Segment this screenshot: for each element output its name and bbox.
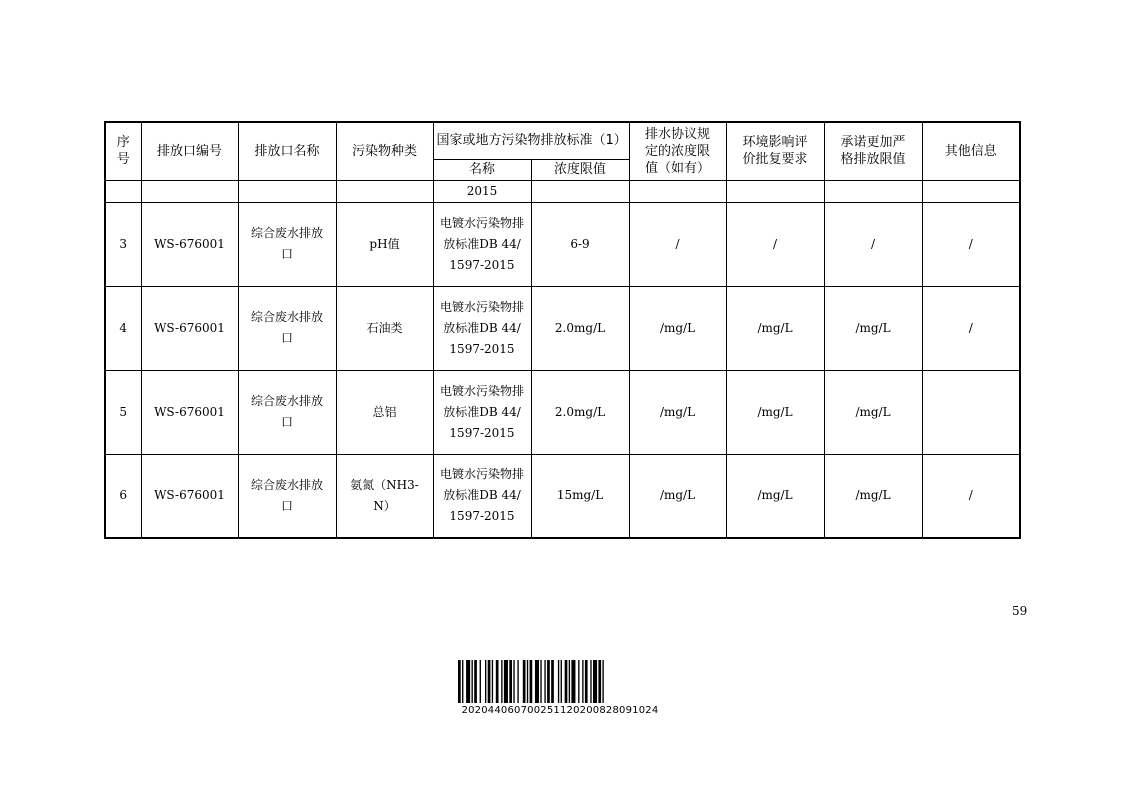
- row-stricter: /: [824, 202, 922, 286]
- header-eia-requirement: 环境影响评价批复要求: [726, 122, 824, 180]
- row-agreement: /mg/L: [629, 370, 726, 454]
- row-agreement: /: [629, 202, 726, 286]
- header-outlet-code: 排放口编号: [141, 122, 238, 180]
- header-row-1: [105, 122, 1020, 159]
- header-outlet-name: 排放口名称: [238, 122, 336, 180]
- barcode-bar: [517, 660, 518, 703]
- barcode-bar: [466, 660, 470, 703]
- row-standard: 电镀水污染物排放标准DB 44/1597-2015: [433, 286, 531, 370]
- barcode-bar: [602, 660, 603, 703]
- barcode-bar: [458, 660, 461, 703]
- row-eia: /: [726, 202, 824, 286]
- row-other: /: [922, 202, 1020, 286]
- row-limit: 2.0mg/L: [531, 370, 629, 454]
- barcode-bar: [509, 660, 512, 703]
- barcode-number: 20204406070025112020082809​1024: [461, 705, 659, 716]
- barcode-bar: [535, 660, 539, 703]
- row-pollutant: pH值: [336, 202, 433, 286]
- barcode-bar: [480, 660, 481, 703]
- barcode-bar: [582, 660, 583, 703]
- row-outlet-code: WS-676001: [141, 286, 238, 370]
- header-pollutant: 污染物种类: [336, 122, 433, 180]
- barcode-bar: [492, 660, 493, 703]
- row-seq: 5: [105, 370, 141, 454]
- row-seq: 6: [105, 454, 141, 538]
- barcode-bar: [485, 660, 486, 703]
- header-agreement-limit: 排水协议规定的浓度限值（如有）: [629, 122, 726, 180]
- barcode-bar: [569, 660, 570, 703]
- row-eia: /mg/L: [726, 454, 824, 538]
- barcode-bar: [544, 660, 545, 703]
- barcode-bar: [571, 660, 575, 703]
- row-other: [922, 370, 1020, 454]
- barcode-bar: [474, 660, 477, 703]
- header-stricter-limit: 承诺更加严格排放限值: [824, 122, 922, 180]
- barcode-bar: [561, 660, 562, 703]
- barcode-bar: [578, 660, 579, 703]
- header-concentration-limit: 浓度限值: [531, 159, 629, 180]
- row-standard: 电镀水污染物排放标准DB 44/1597-2015: [433, 370, 531, 454]
- row-stricter: /mg/L: [824, 454, 922, 538]
- row-pollutant: 石油类: [336, 286, 433, 370]
- row-eia: /mg/L: [726, 370, 824, 454]
- row-standard: 电镀水污染物排放标准DB 44/1597-2015: [433, 454, 531, 538]
- barcode-bar: [551, 660, 554, 703]
- row-eia: /mg/L: [726, 286, 824, 370]
- barcode-bar: [527, 660, 528, 703]
- barcode-bar: [598, 660, 601, 703]
- barcode-bar: [504, 660, 508, 703]
- barcode-bar: [462, 660, 463, 703]
- table-row: [105, 370, 1020, 454]
- barcode-bar: [565, 660, 568, 703]
- table-row: [105, 286, 1020, 370]
- barcode-bar: [585, 660, 588, 703]
- row-outlet-name: 综合废水排放口: [238, 286, 336, 370]
- barcode-bar: [488, 660, 491, 703]
- barcode-bar: [540, 660, 541, 703]
- row-limit: 15mg/L: [531, 454, 629, 538]
- header-standard-name: 名称: [433, 159, 531, 180]
- row-agreement: /mg/L: [629, 286, 726, 370]
- page-number: 59: [1012, 604, 1028, 618]
- row-outlet-code: WS-676001: [141, 202, 238, 286]
- row-pollutant: 氨氮（NH3-N）: [336, 454, 433, 538]
- header-other-info: 其他信息: [922, 122, 1020, 180]
- header-standard-group: 国家或地方污染物排放标准（1）: [433, 122, 629, 159]
- row-stricter: /mg/L: [824, 286, 922, 370]
- barcode-bar: [547, 660, 550, 703]
- barcode-image: [458, 660, 662, 703]
- barcode-bar: [496, 660, 499, 703]
- row-outlet-name: 综合废水排放口: [238, 370, 336, 454]
- emission-standards-table: [104, 121, 1021, 539]
- continuation-row: [105, 180, 1020, 202]
- row-stricter: /mg/L: [824, 370, 922, 454]
- row-limit: 6-9: [531, 202, 629, 286]
- row-seq: 4: [105, 286, 141, 370]
- row-other: /: [922, 454, 1020, 538]
- row-standard: 电镀水污染物排放标准DB 44/1597-2015: [433, 202, 531, 286]
- row-agreement: /mg/L: [629, 454, 726, 538]
- row-seq: 3: [105, 202, 141, 286]
- barcode-bar: [593, 660, 597, 703]
- barcode-bar: [590, 660, 591, 703]
- row-limit: 2.0mg/L: [531, 286, 629, 370]
- row-outlet-name: 综合废水排放口: [238, 454, 336, 538]
- row-outlet-code: WS-676001: [141, 454, 238, 538]
- barcode-bar: [523, 660, 526, 703]
- barcode-bar: [472, 660, 473, 703]
- header-seq: 序号: [105, 122, 141, 180]
- row-outlet-name: 综合废水排放口: [238, 202, 336, 286]
- continuation-standard-name: 2015: [433, 180, 531, 202]
- table-row: [105, 454, 1020, 538]
- row-outlet-code: WS-676001: [141, 370, 238, 454]
- barcode-bar: [501, 660, 502, 703]
- barcode-bar: [530, 660, 533, 703]
- barcode-bar: [513, 660, 514, 703]
- row-pollutant: 总铝: [336, 370, 433, 454]
- barcode-bar: [558, 660, 559, 703]
- table-row: [105, 202, 1020, 286]
- row-other: /: [922, 286, 1020, 370]
